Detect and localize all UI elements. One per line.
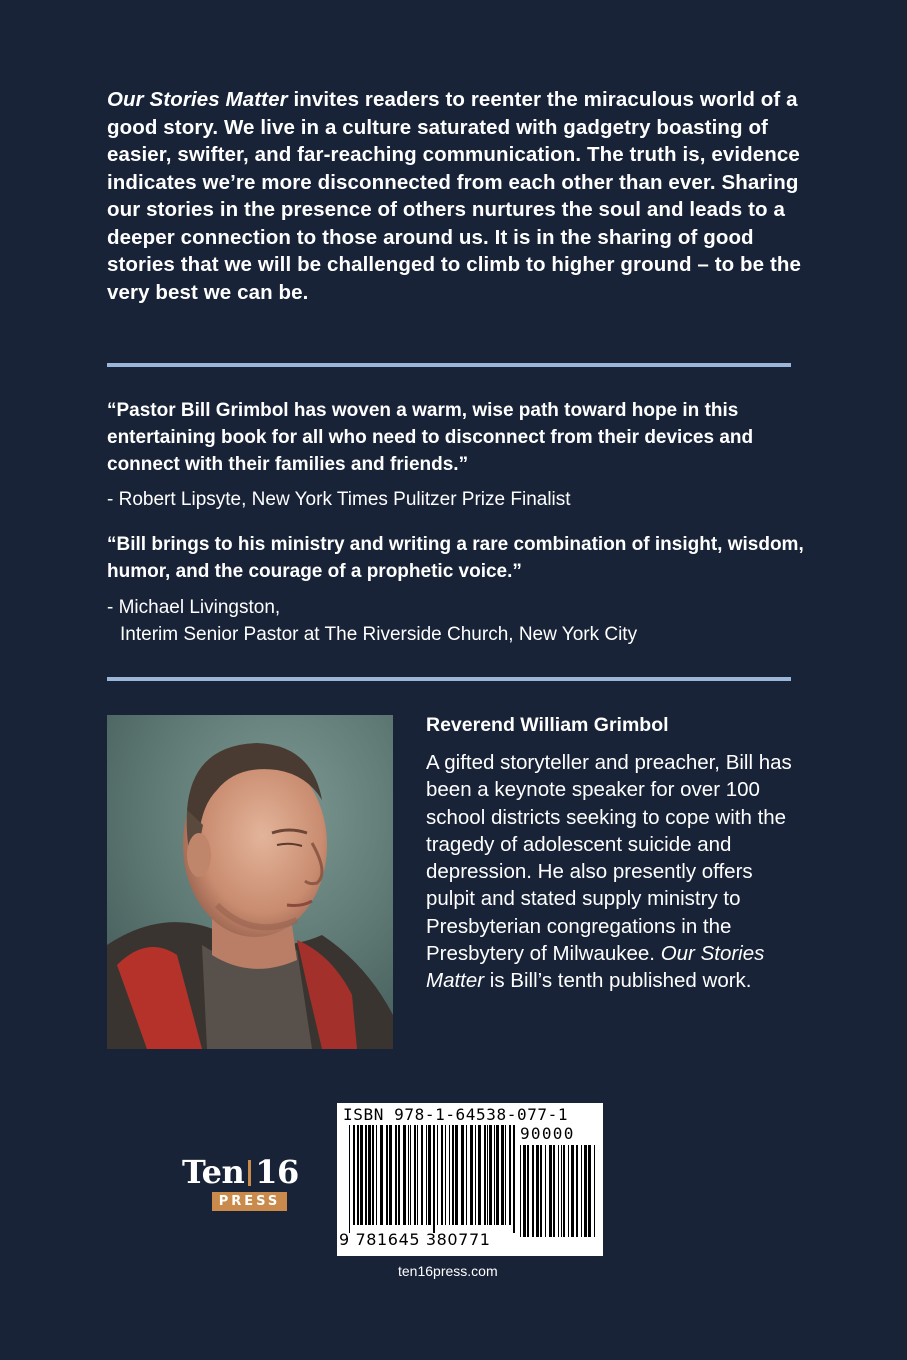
author-bio [426, 749, 806, 995]
barcode-bar [563, 1145, 565, 1237]
barcode-bar [549, 1145, 552, 1237]
barcode-bar [553, 1145, 555, 1237]
barcode-bar [536, 1145, 539, 1237]
author-bio-text-end: is Bill’s tenth published work. [484, 969, 752, 993]
barcode-bar [414, 1125, 416, 1225]
barcode-bar [561, 1145, 562, 1237]
barcode-bar [445, 1125, 446, 1225]
publisher-logo-ten: Ten [182, 1153, 245, 1191]
barcode-bar [501, 1125, 504, 1225]
author-name: Reverend William Grimbol [426, 714, 669, 736]
barcode-bar [509, 1125, 511, 1225]
barcode-bar [452, 1125, 454, 1225]
publisher-website: ten16press.com [398, 1263, 498, 1279]
author-bio-text: A gifted storyteller and preacher, Bill has been a keynote speaker for over 100 school districts seeking to cope with the tragedy of adolescent suicide and depression. He also presently offers pulpit and stated supply ministry to Presbyterian congregations in the Presbytery of Milwaukee. [426, 751, 792, 966]
book-title-italic: Our Stories Matter [107, 88, 288, 111]
barcode-bar [380, 1125, 383, 1225]
publisher-logo-press: PRESS [212, 1192, 287, 1211]
barcode-bar [484, 1125, 486, 1225]
isbn-barcode [337, 1103, 603, 1256]
barcode-bar [426, 1125, 427, 1225]
barcode-bar [505, 1125, 506, 1225]
barcode-bar [594, 1145, 595, 1237]
publisher-logo-divider [248, 1160, 251, 1186]
barcode-bar [581, 1145, 582, 1237]
ean-barcode-bars [349, 1125, 515, 1233]
book-description [107, 86, 807, 306]
divider-top [107, 363, 791, 367]
barcode-bar [421, 1125, 423, 1225]
publisher-logo-sixteen: 16 [255, 1153, 299, 1191]
barcode-bar [540, 1145, 542, 1237]
barcode-bar [398, 1125, 400, 1225]
barcode-bar [466, 1125, 467, 1225]
barcode-bar [395, 1125, 397, 1225]
barcode-bar [408, 1125, 409, 1225]
barcode-bar [576, 1145, 578, 1237]
barcode-bar [461, 1125, 464, 1225]
barcode-bar [357, 1125, 359, 1225]
barcode-bar [520, 1145, 521, 1237]
barcode-bar [470, 1125, 473, 1225]
barcode-bar [410, 1125, 411, 1225]
barcode-bar [433, 1125, 435, 1233]
review-attribution-2-name: - Michael Livingston, [107, 597, 281, 618]
barcode-bar [523, 1145, 526, 1237]
barcode-bar [571, 1145, 574, 1237]
barcode-bar [584, 1145, 587, 1237]
barcode-bar [588, 1145, 591, 1237]
isbn-text: ISBN 978-1-64538-077-1 [343, 1105, 569, 1124]
barcode-bar [403, 1125, 406, 1225]
barcode-bar [376, 1125, 377, 1225]
barcode-bar [437, 1125, 438, 1225]
review-attribution-2 [107, 594, 807, 648]
addon-barcode-bars [520, 1145, 598, 1245]
barcode-bar [353, 1125, 355, 1225]
barcode-bar [527, 1145, 529, 1237]
barcode-bar [349, 1125, 350, 1233]
barcode-bar [568, 1145, 569, 1237]
barcode-bar [489, 1125, 492, 1225]
barcode-bar [428, 1125, 431, 1225]
barcode-bar [441, 1125, 443, 1225]
publisher-logo [182, 1154, 322, 1216]
barcode-bar [386, 1125, 388, 1225]
barcode-bar [487, 1125, 488, 1225]
book-description-text: invites readers to reenter the miraculous world of a good story. We live in a culture saturated with gadgetry boasting of easier, swifter, and far-reaching communication. The truth is, evidence indicates we’re more disconnected from each other than ever. Sharing our stories in the presence of others nurtures the soul and leads to a deeper connection to those around us. It is in the sharing of good stories that we will be challenged to climb to higher ground – to be the very best we can be. [107, 88, 802, 304]
barcode-bar [494, 1125, 495, 1225]
publisher-logo-wordmark [182, 1154, 322, 1190]
author-portrait [107, 715, 393, 1049]
review-quote-2: “Bill brings to his ministry and writing a rare combination of insight, wisdom, humor, and the courage of a prophetic voice.” [107, 534, 804, 582]
barcode-bar [513, 1125, 515, 1233]
ean-digits: 9 781645 380771 [339, 1230, 491, 1249]
divider-bottom [107, 677, 791, 681]
author-bio-book-title: Our Stories Matter [426, 942, 765, 993]
review-quote-1: “Pastor Bill Grimbol has woven a warm, wise path toward hope in this entertaining book for all who need to disconnect from their devices and connect with their families and friends.” [107, 400, 754, 475]
review-attribution-2-title: Interim Senior Pastor at The Riverside Church, New York City [120, 624, 638, 645]
barcode-bar [389, 1125, 392, 1225]
barcode-bar [365, 1125, 367, 1225]
barcode-bar [496, 1125, 499, 1225]
barcode-bar [360, 1125, 363, 1225]
price-code: 90000 [520, 1124, 575, 1143]
barcode-bar [545, 1145, 546, 1237]
barcode-bar [478, 1125, 481, 1225]
barcode-bar [475, 1125, 476, 1225]
barcode-bar [368, 1125, 371, 1225]
barcode-bar [372, 1125, 374, 1225]
barcode-bar [455, 1125, 458, 1225]
barcode-bar [449, 1125, 450, 1225]
barcode-bar [417, 1125, 418, 1225]
barcode-bar [532, 1145, 534, 1237]
barcode-bar [558, 1145, 559, 1237]
review-attribution-1: - Robert Lipsyte, New York Times Pulitzer Prize Finalist [107, 489, 571, 510]
